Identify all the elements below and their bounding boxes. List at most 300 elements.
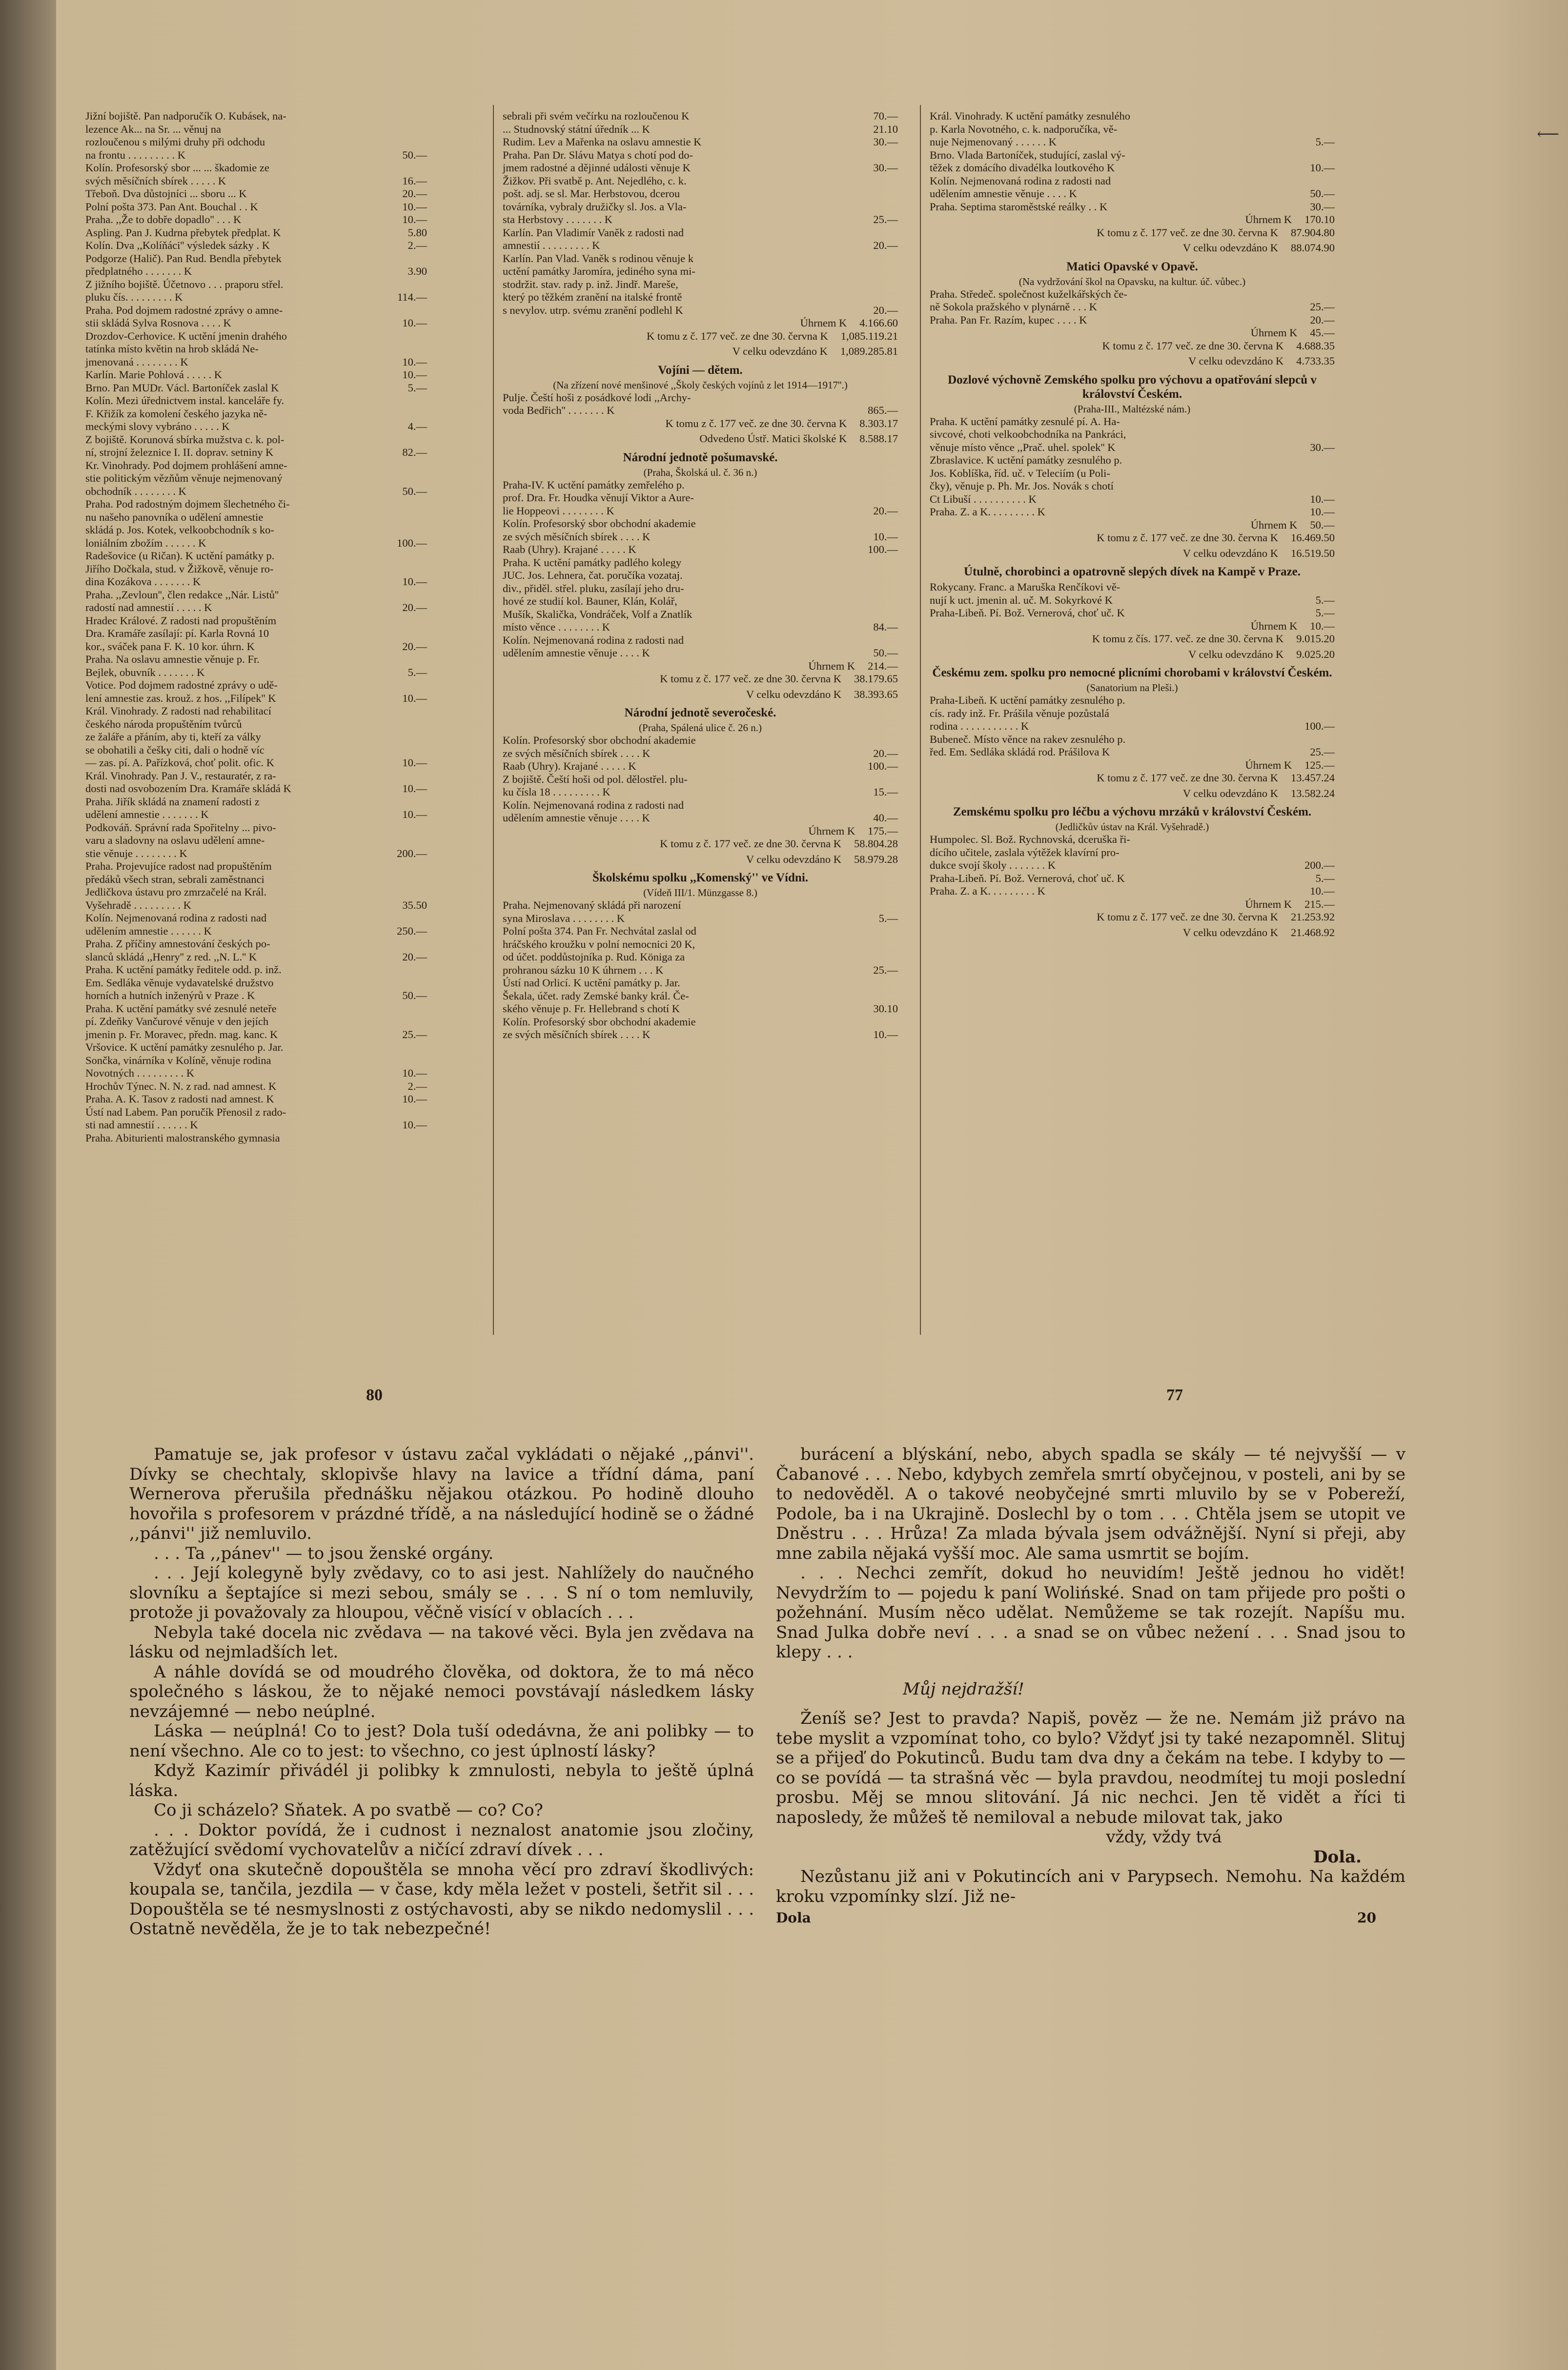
donation-text: rozloučenou s milými druhy při odchodu bbox=[85, 136, 265, 148]
subtotal-row: Úhrnem K 175.— bbox=[808, 824, 898, 837]
donation-text: udělením amnestie . . . . . . K bbox=[85, 924, 212, 937]
donation-amount: 3.90 bbox=[407, 265, 427, 277]
donation-text: ně Sokola pražského v plynárně . . . K bbox=[930, 301, 1098, 313]
donation-entry bbox=[85, 692, 427, 705]
subtotal-row: Úhrnem K 125.— bbox=[1245, 758, 1335, 771]
donation-amount: 25.— bbox=[1310, 301, 1335, 313]
donation-entry bbox=[85, 770, 427, 783]
donation-entry bbox=[930, 506, 1335, 519]
donation-amount: 100.— bbox=[397, 536, 427, 549]
section-subheading: (Na vydržování škol na Opavsku, na kultur. úč. vůbec.) bbox=[1018, 275, 1246, 287]
donation-amount: 114.— bbox=[397, 291, 427, 303]
story-paragraph: Nezůstanu již ani v Pokutincích ani v Parypsech. Nemohu. Na každém kroku vzpomínky slzí. Již ne- bbox=[776, 1867, 1405, 1906]
story-paragraph: Když Kazimír přivádél ji polibky k zmnulosti, nebyla to ještě úplná láska. bbox=[129, 1761, 754, 1800]
footer-author: Dola bbox=[776, 1910, 811, 1926]
donation-text: Kolín. Dva ,,Kolíňáci'' výsledek sázky . K bbox=[85, 239, 270, 251]
donation-entry bbox=[503, 213, 898, 226]
donation-text: Hradec Králové. Z radosti nad propuštěním bbox=[85, 614, 277, 627]
donation-text: hráčského kroužku v polní nemocnici 20 K, bbox=[503, 938, 695, 950]
donation-text: Praha. Pod radostným dojmem šlechetného či- bbox=[85, 498, 290, 510]
donation-amount: 10.— bbox=[402, 808, 427, 820]
donation-entry bbox=[930, 480, 1335, 493]
donation-text: Polní pošta 374. Pan Fr. Nechvátal zaslal od bbox=[503, 925, 696, 937]
donation-text: těžek z domácího divadélka loutkového K bbox=[930, 162, 1115, 174]
donation-amount: 21.10 bbox=[873, 123, 898, 135]
donation-amount: 25.— bbox=[873, 963, 898, 976]
donation-entry bbox=[85, 679, 427, 692]
donation-text: cís. rady inž. Fr. Prášila věnuje pozůstalá bbox=[930, 707, 1110, 719]
donation-entry bbox=[85, 718, 427, 731]
donation-amount: 50.— bbox=[873, 647, 898, 659]
donation-text: místo věnce . . . . . . . . K bbox=[503, 621, 610, 633]
donation-text: ku čísla 18 . . . . . . . . . K bbox=[503, 786, 611, 798]
donation-entry bbox=[85, 938, 427, 951]
donation-entry bbox=[930, 314, 1335, 327]
donation-text: Kolín. Nejmenovaná rodina z radosti nad bbox=[503, 633, 684, 646]
donation-text: Karlín. Pan Vladimír Vaněk z radosti nad bbox=[503, 226, 684, 239]
donation-amount: 10.— bbox=[402, 1067, 427, 1079]
donation-text: udělením amnestie věnuje . . . . K bbox=[503, 647, 650, 659]
donation-entry bbox=[85, 265, 427, 278]
donation-entry bbox=[85, 175, 427, 188]
donation-entry bbox=[503, 187, 898, 201]
margin-mark-icon: ⟵ bbox=[1537, 124, 1559, 143]
donation-text: Král. Vinohrady. K uctění památky zesnulého bbox=[930, 110, 1131, 122]
letter-signature: Dola. bbox=[1313, 1847, 1362, 1867]
donation-text: Podkováň. Správní rada Spořitelny ... pivo- bbox=[85, 821, 276, 834]
donation-text: dina Kozákova . . . . . . . K bbox=[85, 575, 201, 588]
donation-entry bbox=[85, 356, 427, 369]
donation-entry bbox=[503, 517, 898, 531]
donation-entry bbox=[930, 187, 1335, 201]
donation-text: Drozdov-Cerhovice. K uctění jmenin drahého bbox=[85, 329, 287, 342]
donation-amount: 100.— bbox=[1304, 720, 1335, 732]
section-subheading: (Vídeň III/1. Münzgasse 8.) bbox=[643, 887, 757, 899]
donation-entry bbox=[85, 394, 427, 408]
donation-text: Podgorze (Halič). Pan Rud. Bendla přebytek bbox=[85, 252, 282, 265]
donation-entry bbox=[930, 859, 1335, 872]
donations-column-3 bbox=[930, 110, 1335, 944]
section-subheading: (Praha, Spálená ulice č. 26 n.) bbox=[639, 722, 762, 734]
donation-text: stie politickým vězňům věnuje nejmenovaný bbox=[85, 472, 283, 484]
donation-entry bbox=[85, 187, 427, 201]
donation-amount: 10.— bbox=[402, 355, 427, 368]
donation-entry bbox=[503, 252, 898, 266]
donation-entry bbox=[930, 833, 1335, 846]
donation-text: skládá p. Jos. Kotek, velkoobchodník s ko- bbox=[85, 524, 274, 536]
donation-amount: 84.— bbox=[873, 621, 898, 633]
donation-amount: 5.— bbox=[407, 666, 427, 678]
donation-text: Praha. Z příčiny amnestování českých po- bbox=[85, 938, 270, 950]
donation-amount: 20.— bbox=[402, 187, 427, 200]
total-row: V celku odevzdáno K 9.025.20 bbox=[1188, 648, 1335, 660]
donation-amount: 10.— bbox=[1310, 492, 1335, 505]
donation-amount: 20.— bbox=[1310, 313, 1335, 326]
donation-entry bbox=[930, 149, 1335, 162]
donation-text: Rokycany. Franc. a Maruška Renčíkovi vě- bbox=[930, 581, 1120, 593]
donation-entry bbox=[503, 569, 898, 582]
donation-amount: 20.— bbox=[402, 640, 427, 653]
donation-entry bbox=[503, 621, 898, 634]
donation-entry bbox=[503, 404, 898, 417]
donation-entry bbox=[85, 1119, 427, 1132]
donation-text: Praha. Pod dojmem radostné zprávy o amne- bbox=[85, 304, 283, 316]
donation-text: pí. Zdeňky Vančurové věnuje v den jejích bbox=[85, 1015, 269, 1027]
donation-entry bbox=[85, 537, 427, 550]
donation-entry bbox=[85, 782, 427, 796]
donation-text: syna Miroslava . . . . . . . . K bbox=[503, 912, 625, 924]
donation-text: udělení amnestie . . . . . . . K bbox=[85, 808, 209, 820]
donation-entry bbox=[85, 123, 427, 136]
donation-amount: 50.— bbox=[402, 148, 427, 161]
total-row: V celku odevzdáno K 1,089.285.81 bbox=[732, 345, 898, 357]
donation-entry bbox=[85, 653, 427, 666]
donation-entry bbox=[503, 1002, 898, 1016]
donation-entry bbox=[503, 201, 898, 214]
story-paragraph: Nebyla také docela nic zvědava — na takové věci. Byla jen zvědava na lásku od nejmladších let. bbox=[129, 1622, 754, 1662]
donation-text: českého národa propuštěním tvůrců bbox=[85, 717, 242, 730]
carried-row: K tomu z č. 177 več. ze dne 30. června K 58.804.28 bbox=[660, 838, 898, 850]
donation-entry bbox=[85, 252, 427, 266]
donations-section bbox=[85, 110, 1501, 1349]
donation-amount: 5.— bbox=[1315, 872, 1335, 884]
section-heading: Národní jednotě pošumavské. bbox=[623, 450, 778, 464]
donations-column-1 bbox=[85, 110, 427, 1144]
donation-text: lení amnestie zas. krouž. z hos. ,,Filípek'' K bbox=[85, 692, 276, 704]
donation-text: Kolín. Profesorský sbor obchodní akademie bbox=[503, 1015, 696, 1028]
donation-entry bbox=[85, 162, 427, 175]
donation-text: slanců skládá ,,Henry'' z red. ,,N. L.'' K bbox=[85, 950, 257, 963]
donation-amount: 30.10 bbox=[873, 1002, 898, 1015]
donation-text: Kolín. Profesorský sbor ... ... škadomie ze bbox=[85, 162, 269, 174]
donation-entry bbox=[85, 899, 427, 912]
donation-text: stodržit. stav. rady p. inž. Jindř. Mareše, bbox=[503, 278, 678, 290]
page-footer bbox=[776, 1908, 1405, 1928]
donation-text: Z bojiště. Korunová sbírka mužstva c. k. pol- bbox=[85, 433, 285, 446]
donation-text: ... Studnovský státní úředník ... K bbox=[503, 123, 650, 135]
donation-text: lie Hoppeovi . . . . . . . . K bbox=[503, 504, 614, 517]
donation-text: Bejlek, obuvník . . . . . . . K bbox=[85, 666, 205, 678]
donation-text: Praha. K uctění památky své zesnulé neteře bbox=[85, 1002, 277, 1015]
donation-entry bbox=[85, 705, 427, 718]
donation-entry bbox=[85, 860, 427, 873]
donation-entry bbox=[85, 524, 427, 537]
donation-entry bbox=[85, 317, 427, 330]
donation-entry bbox=[930, 733, 1335, 746]
donation-amount: 5.— bbox=[1315, 593, 1335, 606]
donation-amount: 5.— bbox=[878, 912, 898, 924]
donation-text: dukce svojí školy . . . . . . . K bbox=[930, 859, 1056, 871]
carried-row: K tomu z č. 177 več. ze dne 30. června K 16.469.50 bbox=[1097, 531, 1335, 544]
donation-entry bbox=[85, 291, 427, 304]
donation-amount: 20.— bbox=[873, 239, 898, 251]
total-row: V celku odevzdáno K 21.468.92 bbox=[1182, 926, 1335, 939]
donation-text: Kolín. Mezi úřednictvem instal. kanceláře fy. bbox=[85, 394, 285, 407]
donation-text: stie věnuje . . . . . . . . K bbox=[85, 847, 187, 859]
donation-entry bbox=[85, 368, 427, 382]
section-subheading: (Praha-III., Maltézské nám.) bbox=[1074, 403, 1191, 415]
donation-text: Praha. Pan Dr. Slávu Matya s chotí pod do- bbox=[503, 148, 693, 161]
donation-entry bbox=[85, 278, 427, 291]
donation-entry bbox=[930, 872, 1335, 885]
donation-text: obchodník . . . . . . . . K bbox=[85, 485, 186, 497]
subtotal-row: Úhrnem K 10.— bbox=[1250, 619, 1335, 632]
donation-text: ze svých měsíčních sbírek . . . . K bbox=[503, 747, 651, 759]
donation-amount: 30.— bbox=[1310, 441, 1335, 453]
subtotal-row: Úhrnem K 50.— bbox=[1250, 518, 1335, 531]
carried-row: K tomu z č. 177 več. ze dne 30. června K 21.253.92 bbox=[1097, 911, 1335, 923]
donations-column-2 bbox=[503, 110, 898, 1042]
donation-entry bbox=[503, 162, 898, 175]
donation-text: loniálním zbožím . . . . . . K bbox=[85, 536, 206, 549]
donation-entry bbox=[930, 288, 1335, 301]
subtotal-row: Úhrnem K 170.10 bbox=[1245, 213, 1335, 225]
donation-text: Praha. ,,Že to dobře dopadlo'' . . . K bbox=[85, 213, 242, 225]
donation-amount: 16.— bbox=[402, 174, 427, 187]
donation-amount: 30.— bbox=[873, 136, 898, 148]
donation-text: na frontu . . . . . . . . . K bbox=[85, 148, 185, 161]
donation-text: řed. Em. Sedláka skládá rod. Prášilova K bbox=[930, 746, 1110, 758]
donation-entry bbox=[503, 773, 898, 786]
donation-entry bbox=[930, 885, 1335, 898]
donation-text: Praha. Z. a K. . . . . . . . . K bbox=[930, 885, 1045, 897]
donation-amount: 5.80 bbox=[407, 226, 427, 239]
donation-amount: 20.— bbox=[873, 504, 898, 517]
donation-text: sebrali při svém večírku na rozloučenou K bbox=[503, 110, 690, 122]
donation-text: kor., sváček pana F. K. 10 kor. úhrn. K bbox=[85, 640, 255, 653]
subtotal-row: Úhrnem K 4.166.60 bbox=[800, 317, 898, 329]
donation-entry bbox=[503, 543, 898, 556]
donation-entry bbox=[85, 821, 427, 835]
donation-amount: 865.— bbox=[868, 404, 898, 416]
donation-amount: 25.— bbox=[402, 1028, 427, 1041]
donation-entry bbox=[85, 1015, 427, 1028]
donation-entry bbox=[85, 511, 427, 524]
donation-amount: 25.— bbox=[873, 213, 898, 225]
donation-amount: 200.— bbox=[397, 847, 427, 859]
donation-entry bbox=[85, 343, 427, 356]
total-row: V celku odevzdáno K 88.074.90 bbox=[1182, 242, 1335, 254]
donation-amount: 200.— bbox=[1304, 859, 1335, 871]
donation-amount: 10.— bbox=[873, 530, 898, 543]
donation-text: Vyšehradě . . . . . . . . . K bbox=[85, 899, 191, 911]
donation-text: Praha-Libeň. Pí. Bož. Vernerová, choť uč. K bbox=[930, 872, 1125, 884]
donation-entry bbox=[930, 607, 1335, 620]
donation-text: Kolín. Profesorský sbor obchodní akademie bbox=[503, 734, 696, 746]
donation-text: Praha. K uctění památky ředitele odd. p. inž. bbox=[85, 963, 282, 976]
donation-text: Praha. K uctění památky zesnulé pí. A. Ha- bbox=[930, 415, 1120, 428]
section-heading: Útulně, chorobinci a opatrovně slepých dívek na Kampě v Praze. bbox=[963, 565, 1301, 578]
donation-amount: 100.— bbox=[868, 543, 898, 555]
donation-entry bbox=[85, 731, 427, 744]
section-heading: Národní jednotě severočeské. bbox=[624, 706, 776, 719]
donation-text: továrníka, vybraly družičky sl. Jos. a Vla- bbox=[503, 200, 687, 213]
donation-entry bbox=[85, 1080, 427, 1093]
donation-text: Praha. Pan Fr. Razím, kupec . . . . K bbox=[930, 313, 1087, 326]
donation-entry bbox=[85, 951, 427, 964]
donation-entry bbox=[503, 291, 898, 304]
donation-text: Jos. Koblíška, říd. uč. v Teleciím (u Poli- bbox=[930, 467, 1110, 479]
donation-entry bbox=[930, 493, 1335, 506]
donation-entry bbox=[85, 304, 427, 317]
donation-text: svých měsíčních sbírek . . . . . K bbox=[85, 174, 226, 187]
donation-entry bbox=[503, 278, 898, 291]
donation-text: tatínka místo květin na hrob skládá Ne- bbox=[85, 343, 259, 355]
donation-entry bbox=[930, 201, 1335, 214]
donation-text: ského věnuje p. Fr. Hellebrand s chotí K bbox=[503, 1002, 680, 1015]
binding-edge bbox=[0, 0, 56, 2370]
donation-text: s nevylov. utrp. svému zranění podlehl K bbox=[503, 304, 683, 316]
donation-text: Sončka, vinárníka v Kolíně, věnuje rodina bbox=[85, 1054, 271, 1066]
donation-entry bbox=[503, 582, 898, 595]
donation-text: ze svých měsíčních sbírek . . . . K bbox=[503, 1028, 651, 1041]
carried-row: K tomu z č. 177 več. ze dne 30. června K 38.179.65 bbox=[660, 673, 898, 685]
donation-amount: 10.— bbox=[402, 1119, 427, 1131]
donation-entry bbox=[930, 301, 1335, 314]
column-divider bbox=[920, 105, 921, 1335]
donation-entry bbox=[503, 479, 898, 492]
donation-text: pošt. adj. se sl. Mar. Herbstovou, dcerou bbox=[503, 187, 680, 200]
donation-text: Jižní bojiště. Pan nadporučík O. Kubásek, na- bbox=[85, 110, 286, 122]
donation-text: udělením amnestie věnuje . . . . K bbox=[930, 187, 1077, 200]
donation-entry bbox=[503, 239, 898, 252]
donation-text: horních a hutních inženýrů v Praze . K bbox=[85, 989, 255, 1001]
donation-entry bbox=[503, 595, 898, 608]
donation-entry bbox=[85, 756, 427, 770]
donation-text: voda Bedřich'' . . . . . . . K bbox=[503, 404, 615, 416]
donation-text: Praha. Projevujíce radost nad propuštěním bbox=[85, 860, 272, 872]
donation-entry bbox=[503, 304, 898, 317]
donation-entry bbox=[503, 899, 898, 912]
donation-amount: 2.— bbox=[407, 239, 427, 251]
donation-entry bbox=[85, 382, 427, 395]
donation-text: stii skládá Sylva Rosnova . . . . K bbox=[85, 317, 231, 329]
story-paragraph: Láska — neúplná! Co to jest? Dola tuší odedávna, že ani polibky — to není všechno. Ale co to jest: to všechno, co jest úplností lásky? bbox=[129, 1721, 754, 1761]
donation-text: meckými slovy vybráno . . . . . K bbox=[85, 420, 230, 432]
story-paragraph: . . . Doktor povídá, že i cudnost i neznalost anatomie jsou zločiny, zatěžující svědomí vychovatelův a ničící zdraví dívek . . . bbox=[129, 1820, 754, 1859]
donation-entry bbox=[85, 420, 427, 433]
letter-salutation: Můj nejdražší! bbox=[903, 1679, 1024, 1699]
donation-text: Radešovice (u Ričan). K uctění památky p. bbox=[85, 550, 275, 562]
story-paragraph: Co ji scházelo? Sňatek. A po svatbě — co? Co? bbox=[154, 1800, 543, 1820]
donation-text: Praha-Libeň. K uctění památky zesnulého p. bbox=[930, 694, 1125, 706]
donation-entry bbox=[930, 454, 1335, 467]
donation-entry bbox=[503, 391, 898, 405]
donation-text: lezence Ak... na Sr. ... věnuj na bbox=[85, 123, 222, 135]
page-number-right: 77 bbox=[1166, 1386, 1183, 1404]
donation-amount: 10.— bbox=[402, 756, 427, 769]
donation-text: věnuje místo věnce ,,Prač. uhel. spolek'' K bbox=[930, 441, 1116, 453]
donation-entry bbox=[85, 912, 427, 925]
donation-entry bbox=[503, 226, 898, 240]
donation-text: Kolín. Profesorský sbor obchodní akademie bbox=[503, 517, 696, 530]
donation-text: jmenin p. Fr. Moravec, předn. mag. kanc. K bbox=[85, 1028, 278, 1041]
donation-entry bbox=[503, 608, 898, 621]
donation-amount: 250.— bbox=[397, 924, 427, 937]
carried-row: K tomu z č. 177 več. ze dne 30. června K 87.904.80 bbox=[1097, 226, 1335, 239]
donation-entry bbox=[85, 136, 427, 149]
donation-text: předáků všech stran, sebrali zaměstnanci bbox=[85, 873, 265, 885]
donation-text: dosti nad osvobozením Dra. Kramáře skládá K bbox=[85, 782, 291, 795]
donation-text: Žižkov. Při svatbě p. Ant. Nejedlého, c. k. bbox=[503, 174, 687, 187]
donation-text: Praha-Libeň. Pí. Bož. Vernerová, choť uč. K bbox=[930, 607, 1125, 619]
donation-entry bbox=[503, 136, 898, 149]
donation-text: Praha. Abiturienti malostranského gymnasia bbox=[85, 1131, 280, 1144]
donation-text: Brno. Pan MUDr. Václ. Bartoníček zaslal K bbox=[85, 381, 279, 394]
donation-entry bbox=[85, 808, 427, 821]
section-subheading: (Praha, Školská ul. č. 36 n.) bbox=[643, 466, 757, 478]
total-row: V celku odevzdáno K 58.979.28 bbox=[746, 853, 898, 865]
donation-entry bbox=[85, 744, 427, 757]
section-heading: Českému zem. spolku pro nemocné plicními chorobami v království Českém. bbox=[932, 666, 1332, 679]
donation-entry bbox=[85, 550, 427, 563]
donation-amount: 10.— bbox=[402, 782, 427, 795]
donation-text: pluku čís. . . . . . . . . K bbox=[85, 291, 183, 303]
donation-amount: 20.— bbox=[402, 601, 427, 613]
donation-entry bbox=[503, 812, 898, 825]
carried-row: K tomu z č. 177 več. ze dne 30. června K 1,085.119.21 bbox=[646, 329, 898, 342]
donation-entry bbox=[503, 964, 898, 977]
donation-text: nu našeho panovníka o udělení amnestie bbox=[85, 511, 264, 523]
donation-text: Humpolec. Sl. Bož. Rychnovská, dceruška ři- bbox=[930, 833, 1130, 845]
donation-text: ze žaláře a přáním, aby ti, kteří za války bbox=[85, 731, 261, 743]
donation-entry bbox=[85, 110, 427, 123]
donation-entry bbox=[503, 951, 898, 964]
donation-text: Třeboň. Dva důstojníci ... sboru ... K bbox=[85, 187, 247, 200]
donation-text: Vršovice. K uctění památky zesnulého p. Jar. bbox=[85, 1041, 284, 1053]
section-subheading: (Sanatorium na Pleši.) bbox=[1086, 682, 1178, 694]
donation-entry bbox=[85, 666, 427, 679]
donation-text: Praha. Z. a K. . . . . . . . . K bbox=[930, 506, 1045, 518]
donation-text: Král. Vinohrady. Z radosti nad rehabilitací bbox=[85, 705, 272, 717]
subtotal-row: Úhrnem K 215.— bbox=[1245, 898, 1335, 910]
donation-text: Praha-IV. K uctění památky zemřelého p. bbox=[503, 478, 685, 491]
donation-entry bbox=[85, 925, 427, 938]
donation-entry bbox=[503, 990, 898, 1003]
donation-entry bbox=[503, 977, 898, 990]
section-heading: Vojíni — dětem. bbox=[658, 363, 743, 377]
donation-entry bbox=[85, 226, 427, 240]
donation-amount: 20.— bbox=[873, 747, 898, 759]
donation-text: Praha. Na oslavu amnestie věnuje p. Fr. bbox=[85, 653, 260, 665]
donation-text: Polní pošta 373. Pan Ant. Bouchal . . K bbox=[85, 200, 258, 213]
donation-text: dícího učitele, zaslala výtěžek klavírní pro- bbox=[930, 846, 1120, 858]
donation-text: rodina . . . . . . . . . . . K bbox=[930, 720, 1029, 732]
donation-text: Praha. Středeč. společnost kuželkářských če- bbox=[930, 287, 1127, 300]
donation-entry bbox=[85, 1028, 427, 1042]
donation-amount: 10.— bbox=[1310, 885, 1335, 897]
footer-signature-number: 20 bbox=[1357, 1910, 1376, 1926]
donation-amount: 20.— bbox=[402, 950, 427, 963]
donation-text: Praha. A. K. Tasov z radosti nad amnest. K bbox=[85, 1093, 274, 1105]
donation-amount: 5.— bbox=[1315, 136, 1335, 148]
donation-text: Ústí nad Labem. Pan poručík Přenosil z rado- bbox=[85, 1105, 286, 1118]
donation-text: JUC. Jos. Lehnera, čat. poručíka vozataj. bbox=[503, 569, 683, 581]
donation-entry bbox=[930, 123, 1335, 136]
donation-text: Z bojiště. Čeští hoši od pol. dělostřel. plu- bbox=[503, 773, 688, 785]
donation-text: který po těžkém zranění na italské frontě bbox=[503, 291, 682, 303]
donation-entry bbox=[930, 720, 1335, 733]
donation-amount: 50.— bbox=[402, 989, 427, 1001]
column-divider bbox=[493, 105, 494, 1335]
donation-entry bbox=[503, 491, 898, 505]
donation-text: Praha. ,,Zevloun'', člen redakce ,,Nár. Listů'' bbox=[85, 588, 279, 601]
donation-entry bbox=[85, 796, 427, 809]
donation-text: od účet. poddůstojníka p. Rud. Königa za bbox=[503, 951, 685, 963]
donation-entry bbox=[85, 1067, 427, 1080]
donation-text: hové ze studií kol. Bauner, Klán, Kolář, bbox=[503, 595, 677, 607]
section-heading: Matici Opavské v Opavě. bbox=[1066, 260, 1198, 273]
